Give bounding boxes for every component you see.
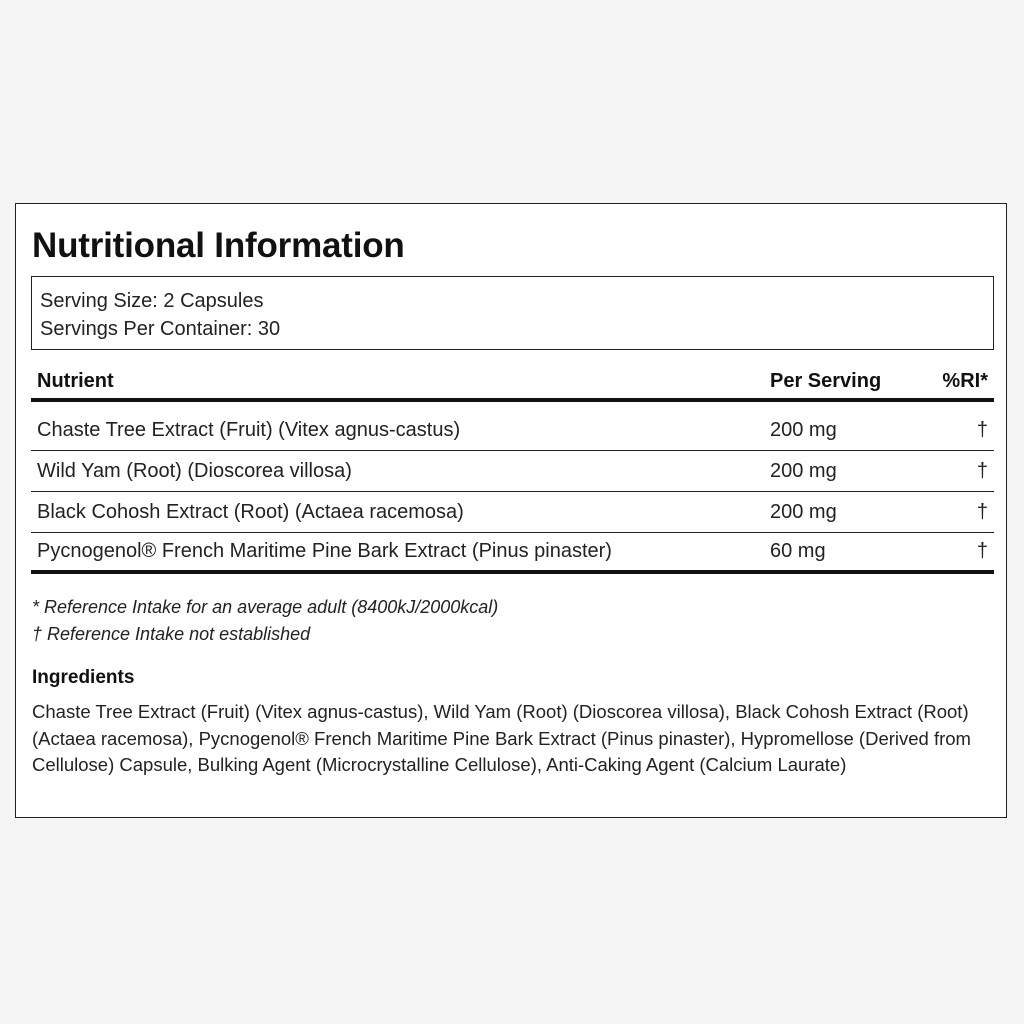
serving-size: Serving Size: 2 Capsules <box>40 290 264 312</box>
ingredients-list: Chaste Tree Extract (Fruit) (Vitex agnus-castus), Wild Yam (Root) (Dioscorea villosa), Black Cohosh Extract (Root) (Actaea racemosa), Pycnogenol® French Maritime Pine Bark Extract (Pinus pinaster), Hypromellose (Derived from Cellulose) Capsule, Bulking Agent (Microcrystalline Cellulose), Anti-Caking Agent (Calcium Laurate) <box>32 701 971 775</box>
table-row <box>31 451 994 492</box>
nutrient-table <box>31 364 994 574</box>
nutrient-name: Chaste Tree Extract (Fruit) (Vitex agnus-castus) <box>37 418 461 441</box>
column-header-ri: %RI* <box>942 369 988 392</box>
nutrient-amount: 60 mg <box>770 540 826 562</box>
footnote-ri-not-established: † Reference Intake not established <box>32 624 311 644</box>
nutrient-name: Wild Yam (Root) (Dioscorea villosa) <box>37 459 352 482</box>
ingredients-heading: Ingredients <box>32 667 135 688</box>
nutrient-ri: † <box>976 418 988 441</box>
footnotes <box>32 594 498 648</box>
table-row <box>31 410 994 451</box>
nutrient-name: Black Cohosh Extract (Root) (Actaea racemosa) <box>37 500 464 523</box>
page-title: Nutritional Information <box>32 226 405 265</box>
serving-info-box <box>31 276 994 350</box>
table-header-row <box>31 364 994 402</box>
nutrient-amount: 200 mg <box>770 500 837 523</box>
column-header-nutrient: Nutrient <box>37 369 114 392</box>
servings-per-container: Servings Per Container: 30 <box>40 318 281 340</box>
nutrient-ri: † <box>976 459 988 482</box>
table-row <box>31 533 994 574</box>
nutrient-name: Pycnogenol® French Maritime Pine Bark Extract (Pinus pinaster) <box>37 540 612 562</box>
nutrient-ri: † <box>976 500 988 523</box>
nutrient-amount: 200 mg <box>770 459 837 482</box>
nutrient-ri: † <box>976 540 988 562</box>
footnote-ri-reference: * Reference Intake for an average adult (8400kJ/2000kcal) <box>32 597 499 617</box>
nutrient-amount: 200 mg <box>770 418 837 441</box>
column-header-per-serving: Per Serving <box>770 369 882 392</box>
table-row <box>31 492 994 533</box>
nutrition-panel <box>15 203 1007 818</box>
